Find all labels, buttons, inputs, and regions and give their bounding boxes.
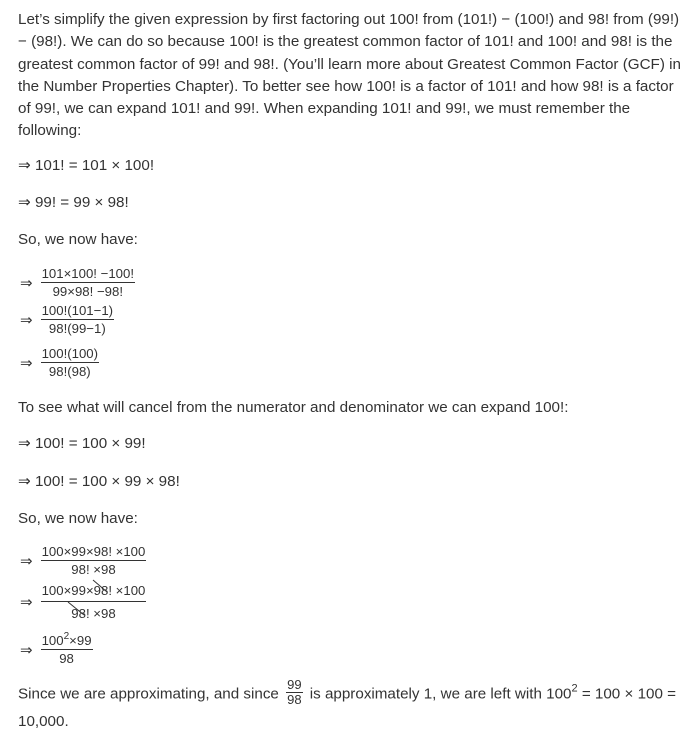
so-we-now-have-1: So, we now have: bbox=[18, 231, 138, 248]
equation-99-factorial bbox=[18, 193, 129, 213]
implies-arrow: ⇒ bbox=[20, 311, 33, 329]
fraction-step-3 bbox=[20, 346, 99, 379]
equation-text: 100! = 100 × 99 × 98! bbox=[34, 473, 180, 490]
equation-101-factorial bbox=[18, 156, 154, 176]
exponent: 2 bbox=[63, 631, 70, 642]
cancel-explanation: To see what will cancel from the numerator and denominator we can expand 100!: bbox=[18, 399, 569, 416]
implies-arrow: ⇒ bbox=[20, 354, 33, 372]
fraction bbox=[41, 544, 147, 577]
denominator: 98!(98) bbox=[48, 364, 91, 379]
denominator: 98 bbox=[287, 692, 302, 707]
denominator: 98! ×98 bbox=[71, 562, 116, 577]
implies-arrow: ⇒ bbox=[18, 473, 31, 490]
equation-text: 100! = 100 × 99! bbox=[34, 435, 146, 452]
numerator: $100^2\times 99$ bbox=[41, 631, 92, 648]
inline-fraction bbox=[286, 678, 302, 707]
implies-arrow: ⇒ bbox=[20, 594, 33, 611]
exponent: 2 bbox=[571, 682, 578, 695]
equation-100-factorial-expanded bbox=[18, 472, 180, 492]
equation-100-factorial bbox=[18, 434, 146, 454]
numerator: 101×100! −100! bbox=[41, 266, 134, 281]
numerator: 100!(101−1) bbox=[41, 303, 114, 318]
fraction-step-2 bbox=[20, 303, 114, 336]
denominator: 98 bbox=[59, 651, 74, 666]
so-we-now-have-2: So, we now have: bbox=[18, 510, 138, 527]
fraction bbox=[41, 346, 99, 379]
implies-arrow: ⇒ bbox=[18, 194, 31, 211]
cancelled-term: 98! bbox=[94, 583, 112, 598]
intro-paragraph: Let’s simplify the given expression by first factoring out 100! from (101!) − (100!) and 98! from (99!) − (98!). We can do so because 100! is the greatest common factor of 101! and 100! and 98! is the greatest common factor of 99! and 98!. (You’ll learn more about Greatest Common Factor (GCF) in the Number Properties Chapter). To better see how 100! is a factor of 101! and how 98! is a factor of 99!, we can expand 101! and 99!. When expanding 101! and 99!, we must remember the following: bbox=[18, 11, 681, 140]
equation-text: 99! = 99 × 98! bbox=[34, 194, 129, 211]
numerator: 100!(100) bbox=[41, 346, 99, 361]
fraction-step-5-cancelled bbox=[20, 583, 146, 621]
denominator: 99×98! −98! bbox=[52, 284, 123, 299]
denominator: 98!(99−1) bbox=[48, 321, 106, 336]
implies-arrow: ⇒ bbox=[18, 157, 31, 174]
fraction bbox=[41, 633, 93, 666]
numerator: 100×99×98! ×100 bbox=[41, 583, 147, 602]
fraction-step-1 bbox=[20, 266, 135, 299]
fraction bbox=[41, 583, 147, 621]
cancel-strike-icon bbox=[66, 601, 96, 626]
implies-arrow: ⇒ bbox=[20, 274, 33, 292]
numerator: 99 bbox=[287, 677, 302, 692]
implies-arrow: ⇒ bbox=[20, 552, 33, 570]
fraction bbox=[41, 266, 135, 299]
implies-arrow: ⇒ bbox=[20, 641, 33, 659]
implies-arrow: ⇒ bbox=[18, 435, 31, 452]
cancelled-term: 98! bbox=[71, 606, 89, 621]
fraction-step-6 bbox=[20, 633, 93, 666]
fraction-step-4 bbox=[20, 544, 146, 577]
fraction bbox=[41, 303, 115, 336]
denominator: 98! ×98 bbox=[71, 602, 115, 621]
cancel-strike-icon bbox=[89, 578, 119, 603]
numerator: 100×99×98! ×100 bbox=[41, 544, 146, 559]
conclusion-paragraph: Since we are approximating, and since $\frac{99}{98}$ is approximately 1, we are left with $100^2 = 100 \times 100 = 10,000$. bbox=[18, 677, 676, 730]
equation-text: 101! = 101 × 100! bbox=[34, 157, 155, 174]
